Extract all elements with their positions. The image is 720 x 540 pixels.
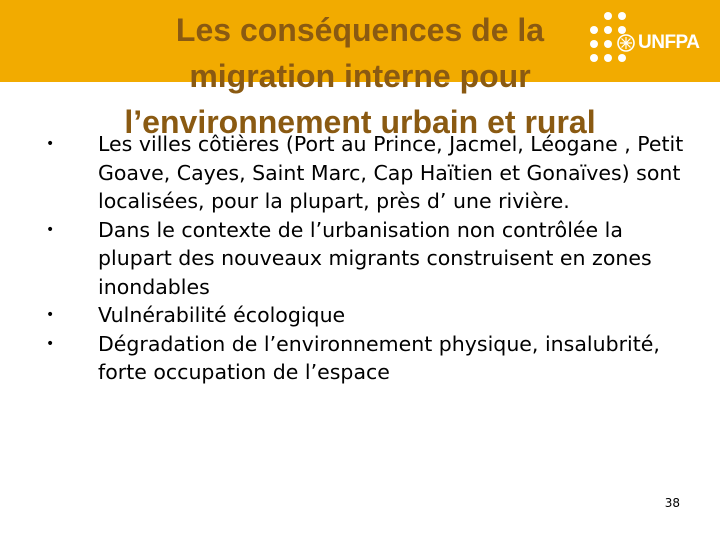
bullet-marker: • bbox=[46, 335, 55, 352]
unfpa-emblem-icon bbox=[616, 33, 636, 53]
bullet-marker: • bbox=[46, 307, 55, 323]
dot bbox=[590, 54, 598, 62]
dot bbox=[590, 26, 598, 34]
dot bbox=[604, 12, 612, 20]
list-item bbox=[40, 130, 690, 216]
list-item bbox=[40, 301, 690, 330]
dot bbox=[618, 12, 626, 20]
bullet-text: Les villes côtières (Port au Prince, Jacmel, Léogane , Petit Goave, Cayes, Saint Marc, Cap Haïtien et Gonaïves) sont localisées, pour la plupart, près d’ une rivière. bbox=[98, 132, 684, 213]
dot bbox=[604, 54, 612, 62]
bullet-text: Vulnérabilité écologique bbox=[98, 303, 346, 327]
bullet-marker: • bbox=[46, 221, 55, 238]
slide-title-line: Les conséquences de la bbox=[175, 12, 545, 49]
logo-text: UNFPA bbox=[638, 32, 700, 53]
unfpa-logo bbox=[616, 30, 700, 56]
list-item bbox=[40, 330, 690, 387]
bullet-list bbox=[40, 130, 690, 387]
bullet-text: Dans le contexte de l’urbanisation non contrôlée la plupart des nouveaux migrants construisent en zones inondables bbox=[98, 217, 652, 299]
bullet-marker: • bbox=[46, 136, 55, 152]
page-number: 38 bbox=[664, 496, 680, 510]
dot bbox=[590, 40, 598, 48]
list-item bbox=[40, 216, 690, 302]
bullet-text: Dégradation de l’environnement physique, insalubrité, forte occupation de l’espace bbox=[98, 331, 660, 384]
dot bbox=[604, 40, 612, 48]
slide-title-line: migration interne pour bbox=[189, 58, 531, 95]
slide-title-line: l’environnement urbain et rural bbox=[124, 104, 596, 141]
dot bbox=[604, 26, 612, 34]
